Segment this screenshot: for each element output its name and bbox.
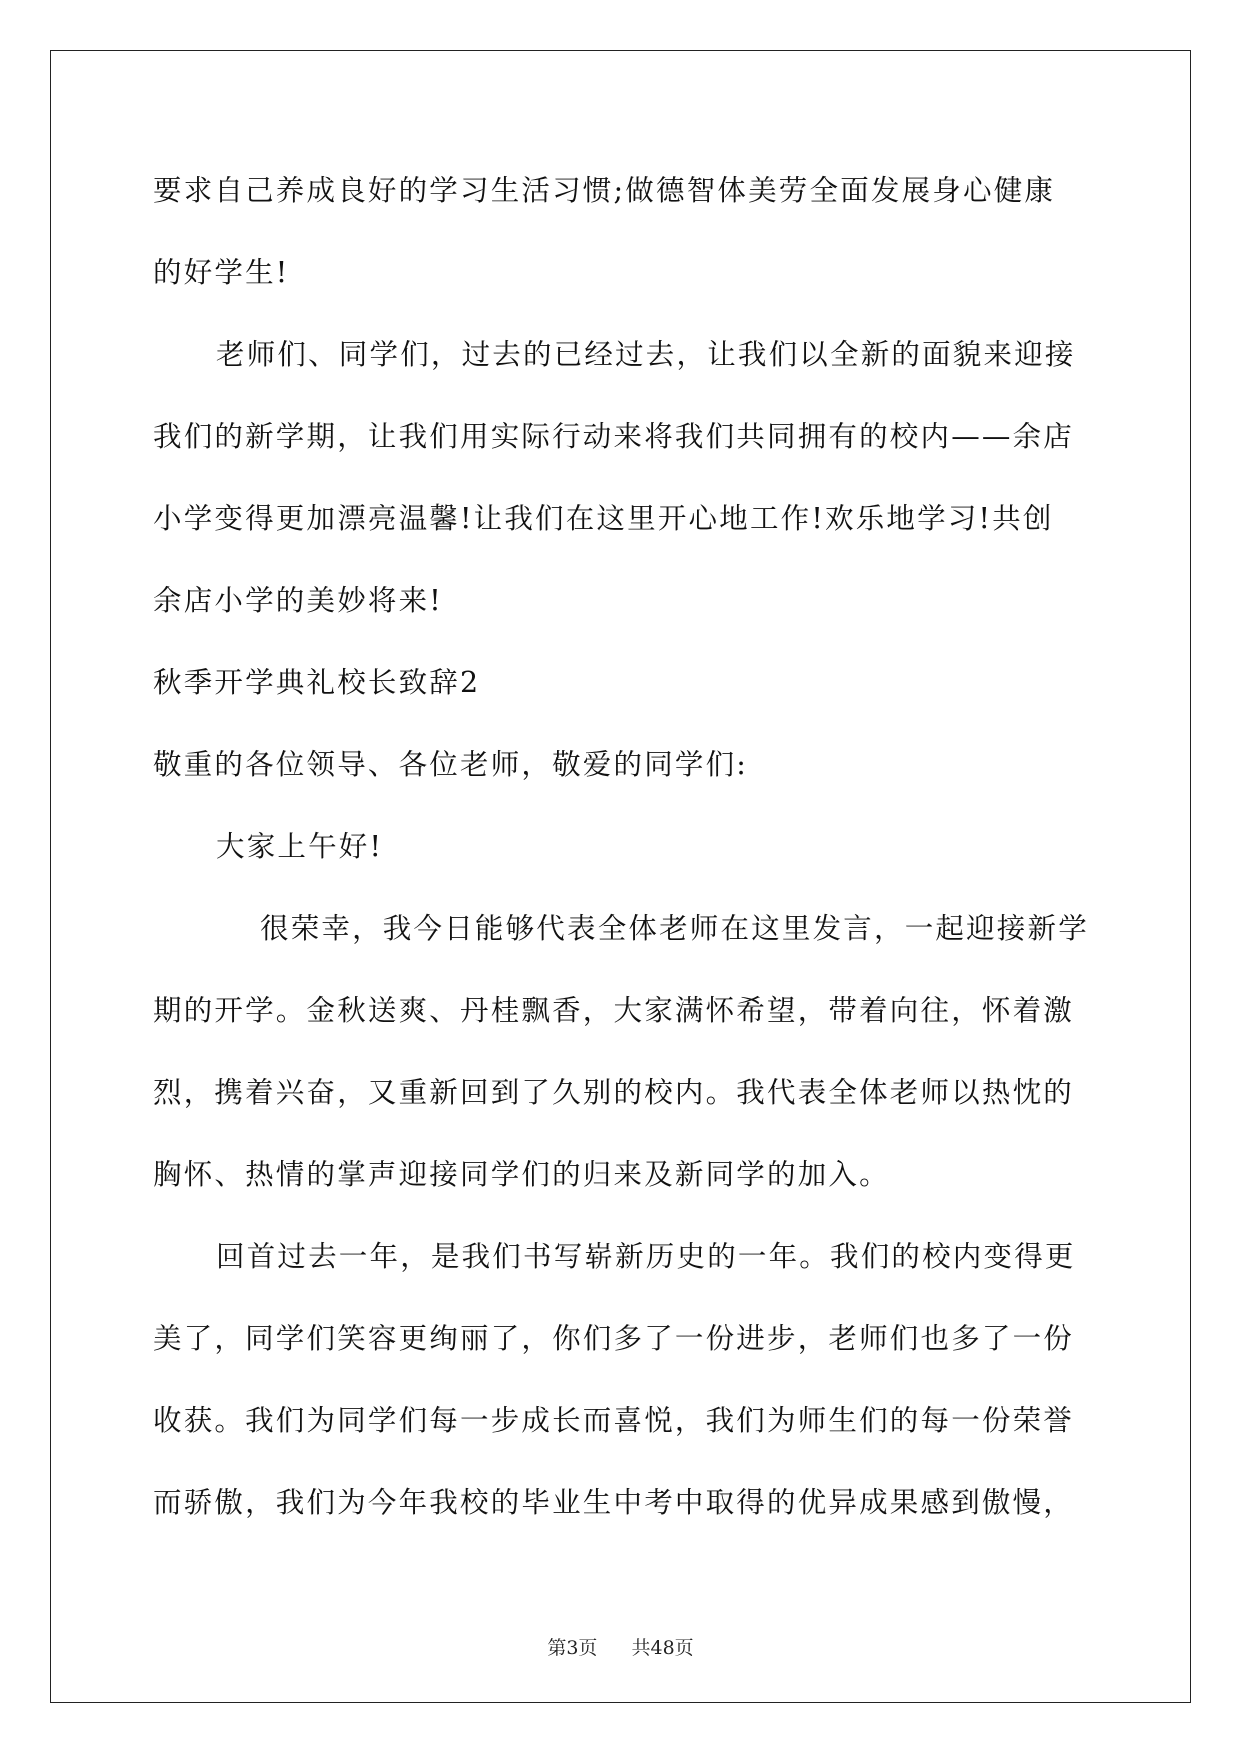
page-number: 第3页 — [547, 1637, 598, 1659]
section-title: 秋季开学典礼校长致辞2 — [153, 666, 481, 699]
text-line: 期的开学。金秋送爽、丹桂飘香，大家满怀希望，带着向往，怀着激 — [153, 994, 1075, 1027]
text-line: 余店小学的美妙将来! — [153, 584, 443, 617]
text-line: 我们的新学期，让我们用实际行动来将我们共同拥有的校内——余店 — [153, 420, 1075, 453]
text-line: 而骄傲，我们为今年我校的毕业生中考中取得的优异成果感到傲慢， — [153, 1486, 1075, 1519]
salutation: 敬重的各位领导、各位老师，敬爱的同学们: — [153, 748, 749, 781]
text-line: 收获。我们为同学们每一步成长而喜悦，我们为师生们的每一份荣誉 — [153, 1404, 1075, 1437]
text-line: 很荣幸，我今日能够代表全体老师在这里发言，一起迎接新学 — [260, 912, 1089, 945]
document-body — [153, 150, 1093, 1544]
page-total: 共48页 — [631, 1637, 694, 1659]
text-line: 美了，同学们笑容更绚丽了，你们多了一份进步，老师们也多了一份 — [153, 1322, 1075, 1355]
text-line: 要求自己养成良好的学习生活习惯;做德智体美劳全面发展身心健康 — [153, 174, 1056, 207]
text-line: 小学变得更加漂亮温馨!让我们在这里开心地工作!欢乐地学习!共创 — [153, 502, 1054, 535]
text-line: 回首过去一年，是我们书写崭新历史的一年。我们的校内变得更 — [216, 1240, 1076, 1273]
text-line: 胸怀、热情的掌声迎接同学们的归来及新同学的加入。 — [153, 1158, 890, 1191]
text-line: 烈，携着兴奋，又重新回到了久别的校内。我代表全体老师以热忱的 — [153, 1076, 1075, 1109]
greeting: 大家上午好! — [216, 830, 384, 863]
text-line: 的好学生! — [153, 256, 290, 289]
page-footer — [0, 1633, 1241, 1660]
text-line: 老师们、同学们，过去的已经过去，让我们以全新的面貌来迎接 — [216, 338, 1076, 371]
